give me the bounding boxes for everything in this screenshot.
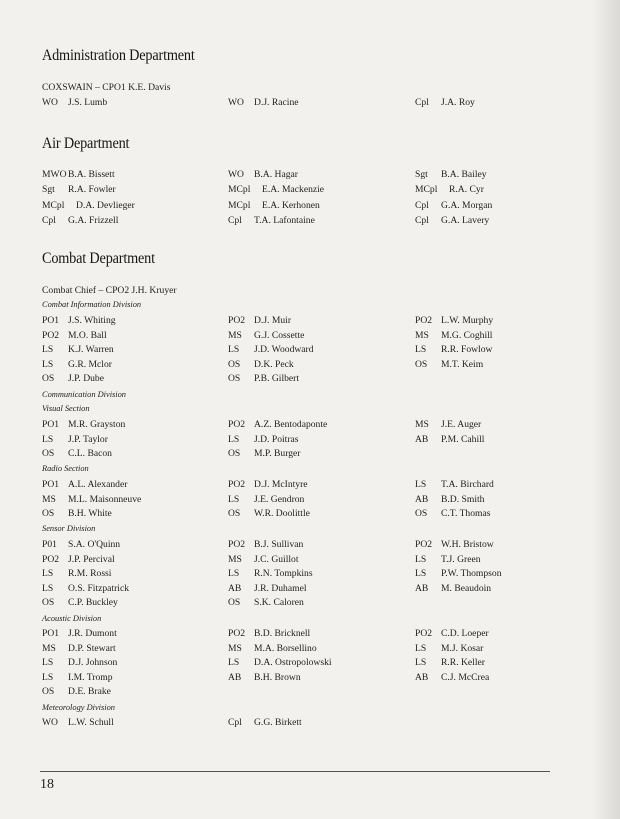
subheading-acoustic: Acoustic Division: [42, 614, 102, 623]
member-name: M.A. Borsellino: [254, 642, 317, 654]
rank: PO2: [42, 553, 60, 565]
member-name: M. Beaudoin: [441, 582, 492, 594]
member-name: J.D. Poitras: [254, 433, 299, 445]
roster-entry: [415, 568, 502, 579]
roster-entry: [415, 672, 489, 683]
roster-entry: [42, 672, 113, 683]
subheading-combat-information: Combat Information Division: [42, 300, 142, 309]
roster-entry: [415, 643, 483, 654]
rank: LS: [228, 568, 240, 580]
rank: MS: [228, 642, 242, 654]
member-name: J.S. Whiting: [68, 315, 116, 326]
rank: OS: [228, 508, 241, 520]
roster-entry: [228, 494, 304, 505]
roster-entry: [42, 583, 129, 594]
roster-entry: [42, 215, 118, 226]
roster-entry: [415, 657, 485, 668]
member-name: G.J. Cossette: [254, 329, 305, 341]
member-name: R.N. Tompkins: [254, 568, 313, 580]
member-name: M.R. Grayston: [68, 419, 126, 430]
member-name: D.J. McIntyre: [254, 479, 308, 490]
rank: MCpl: [42, 199, 65, 211]
roster-entry: [42, 315, 116, 326]
roster-entry: [42, 568, 111, 579]
rank: LS: [42, 433, 54, 445]
member-name: D.J. Muir: [254, 315, 292, 326]
rank: Sgt: [42, 184, 55, 196]
member-name: W.R. Doolittle: [254, 508, 310, 520]
roster-entry: [42, 419, 125, 430]
rank: WO: [42, 97, 58, 108]
section-title-combat: Combat Department: [42, 250, 155, 267]
rank: OS: [228, 358, 241, 370]
subheading-meteorology: Meteorology Division: [42, 703, 115, 712]
rank: Cpl: [228, 215, 242, 227]
member-name: C.D. Loeper: [441, 628, 489, 639]
rank: PO2: [228, 315, 246, 326]
rank: LS: [228, 657, 240, 669]
rank: LS: [415, 553, 427, 565]
rank: OS: [42, 686, 55, 698]
roster-entry: [228, 215, 315, 226]
roster-entry: [415, 628, 489, 639]
roster-entry: [415, 200, 492, 211]
rank: PO2: [415, 315, 433, 326]
roster-entry: [415, 494, 484, 505]
member-name: B.J. Sullivan: [254, 539, 304, 550]
roster-entry: [42, 657, 117, 668]
member-name: G.A. Frizzell: [68, 215, 119, 227]
member-name: M.T. Keim: [441, 358, 484, 370]
member-name: J.P. Dube: [68, 373, 104, 385]
rank: PO2: [228, 419, 246, 430]
member-name: B.D. Smith: [441, 493, 485, 505]
rank: Cpl: [42, 215, 56, 227]
coxswain-line: COXSWAIN – CPO1 K.E. Davis: [42, 82, 171, 93]
roster-entry: [42, 479, 127, 490]
roster-entry: [228, 200, 320, 211]
rank: AB: [415, 493, 429, 505]
rank: OS: [42, 448, 55, 460]
rank: Cpl: [415, 97, 429, 108]
roster-entry: [228, 97, 299, 108]
member-name: M.P. Burger: [254, 448, 301, 460]
rank: LS: [228, 493, 240, 505]
rank: LS: [42, 344, 54, 356]
member-name: L.W. Schull: [68, 717, 114, 728]
rank: PO1: [42, 419, 60, 430]
roster-entry: [228, 508, 310, 519]
rank: MS: [42, 493, 56, 505]
roster-entry: [42, 643, 116, 654]
roster-entry: [228, 373, 299, 384]
roster-entry: [42, 359, 112, 370]
member-name: T.A. Lafontaine: [254, 215, 315, 227]
roster-entry: [42, 686, 111, 697]
roster-entry: [415, 583, 491, 594]
rank: LS: [415, 344, 427, 356]
section-title-air: Air Department: [42, 135, 130, 152]
subheading-sensor: Sensor Division: [42, 524, 96, 533]
rank: Cpl: [415, 215, 429, 227]
roster-entry: [415, 215, 489, 226]
rank: PO1: [42, 479, 60, 490]
member-name: M.L. Maisonneuve: [68, 493, 142, 505]
rank: P01: [42, 539, 57, 550]
member-name: R.A. Fowler: [68, 184, 116, 196]
member-name: D.A. Devlieger: [76, 199, 135, 211]
member-name: J.R. Duhamel: [254, 582, 307, 594]
rank: MS: [415, 329, 429, 341]
roster-entry: [228, 554, 299, 565]
member-name: J.E. Gendron: [254, 493, 305, 505]
roster-entry: [415, 359, 483, 370]
member-name: C.T. Thomas: [441, 508, 491, 520]
roster-entry: [228, 672, 301, 683]
rank: PO2: [228, 628, 246, 639]
roster-entry: [415, 434, 484, 445]
member-name: A.L. Alexander: [68, 479, 128, 490]
member-name: L.W. Murphy: [441, 315, 494, 326]
member-name: B.H. Brown: [254, 671, 301, 683]
member-name: A.Z. Bentodaponte: [254, 419, 328, 430]
rank: PO1: [42, 315, 60, 326]
combat-chief-line: Combat Chief – CPO2 J.H. Kruyer: [42, 285, 177, 296]
member-name: D.J. Johnson: [68, 657, 118, 669]
rank: OS: [228, 373, 241, 385]
roster-entry: [42, 184, 116, 195]
roster-entry: [42, 494, 141, 505]
member-name: T.J. Green: [441, 553, 481, 565]
roster-entry: [228, 419, 327, 430]
roster-entry: [42, 717, 114, 728]
member-name: J.P. Percival: [68, 553, 115, 565]
rank: Sgt: [415, 169, 428, 180]
member-name: J.A. Roy: [441, 97, 475, 108]
rank: PO2: [228, 479, 246, 490]
rank: WO: [228, 169, 244, 180]
roster-entry: [415, 169, 487, 180]
rank: LS: [415, 642, 427, 654]
member-name: S.A. O'Quinn: [68, 539, 121, 550]
roster-entry: [228, 359, 294, 370]
roster-entry: [42, 448, 112, 459]
member-name: D.P. Stewart: [68, 642, 116, 654]
member-name: M.J. Kosar: [441, 642, 484, 654]
member-name: I.M. Tromp: [68, 671, 113, 683]
member-name: R.M. Rossi: [68, 568, 112, 580]
roster-entry: [228, 539, 303, 550]
roster-entry: [42, 97, 107, 108]
member-name: B.D. Bricknell: [254, 628, 311, 639]
roster-entry: [42, 373, 104, 384]
member-name: D.A. Ostropolowski: [254, 657, 332, 669]
member-name: J.P. Taylor: [68, 433, 108, 445]
member-name: B.A. Bailey: [441, 169, 487, 180]
roster-entry: [228, 169, 298, 180]
rank: LS: [415, 479, 427, 490]
rank: OS: [415, 358, 428, 370]
rank: LS: [228, 433, 240, 445]
member-name: K.J. Warren: [68, 344, 114, 356]
roster-entry: [42, 508, 112, 519]
rank: LS: [415, 568, 427, 580]
rank: Cpl: [415, 199, 429, 211]
member-name: R.A. Cyr: [449, 184, 484, 196]
roster-entry: [415, 479, 494, 490]
rank: MS: [228, 553, 242, 565]
rank: LS: [42, 671, 54, 683]
member-name: J.E. Auger: [441, 419, 482, 430]
roster-entry: [228, 330, 304, 341]
roster-entry: [415, 508, 490, 519]
roster-entry: [415, 315, 493, 326]
member-name: T.A. Birchard: [441, 479, 494, 490]
roster-entry: [42, 330, 107, 341]
subheading-visual: Visual Section: [42, 404, 90, 413]
rank: AB: [415, 671, 429, 683]
roster-entry: [228, 583, 307, 594]
member-name: D.J. Racine: [254, 97, 299, 108]
rank: LS: [415, 657, 427, 669]
roster-entry: [228, 434, 299, 445]
member-name: C.L. Bacon: [68, 448, 112, 460]
member-name: D.K. Peck: [254, 358, 294, 370]
roster-entry: [228, 448, 300, 459]
rank: OS: [415, 508, 428, 520]
member-name: O.S. Fitzpatrick: [68, 582, 130, 594]
rank: Cpl: [228, 717, 242, 728]
rank: LS: [228, 344, 240, 356]
roster-entry: [42, 597, 118, 608]
rank: MS: [415, 419, 429, 430]
roster-entry: [42, 434, 108, 445]
member-name: G.A. Morgan: [441, 199, 493, 211]
member-name: J.C. Guillot: [254, 553, 299, 565]
roster-entry: [228, 717, 302, 728]
section-title-administration: Administration Department: [42, 47, 195, 64]
roster-entry: [228, 315, 291, 326]
roster-entry: [228, 643, 317, 654]
member-name: G.G. Birkett: [254, 717, 302, 728]
page-number: 18: [40, 777, 54, 792]
member-name: D.E. Brake: [68, 686, 111, 698]
rank: MCpl: [415, 184, 438, 196]
rank: PO2: [42, 329, 60, 341]
member-name: B.A. Hagar: [254, 169, 298, 180]
member-name: P.W. Thompson: [441, 568, 502, 580]
rank: MCpl: [228, 199, 251, 211]
subheading-radio: Radio Section: [42, 464, 89, 473]
rank: MCpl: [228, 184, 251, 196]
rank: LS: [42, 358, 54, 370]
member-name: B.A. Bissett: [68, 169, 115, 180]
rank: PO2: [415, 539, 433, 550]
rank: AB: [228, 671, 242, 683]
roster-entry: [42, 539, 120, 550]
rank: LS: [42, 568, 54, 580]
roster-entry: [415, 344, 492, 355]
rank: MS: [42, 642, 56, 654]
roster-entry: [415, 554, 481, 565]
rank: OS: [42, 597, 55, 609]
footer-rule: [40, 771, 550, 772]
member-name: R.R. Keller: [441, 657, 485, 669]
roster-entry: [228, 479, 308, 490]
member-name: J.R. Dumont: [68, 628, 117, 639]
roster-entry: [42, 344, 114, 355]
roster-entry: [228, 597, 304, 608]
roster-entry: [415, 97, 475, 108]
rank: PO2: [415, 628, 433, 639]
page-edge-shadow: [592, 0, 620, 819]
rank: MWO: [42, 169, 67, 180]
member-name: M.G. Coghill: [441, 329, 493, 341]
rank: PO1: [42, 628, 60, 639]
rank: AB: [415, 433, 429, 445]
member-name: P.M. Cahill: [441, 433, 485, 445]
member-name: C.J. McCrea: [441, 671, 490, 683]
member-name: E.A. Kerhonen: [262, 199, 320, 211]
rank: WO: [228, 97, 244, 108]
rank: AB: [415, 582, 429, 594]
roster-entry: [42, 628, 117, 639]
rank: LS: [42, 657, 54, 669]
roster-entry: [228, 657, 332, 668]
member-name: B.H. White: [68, 508, 112, 520]
rank: OS: [42, 508, 55, 520]
member-name: J.S. Lumb: [68, 97, 108, 108]
roster-entry: [228, 628, 310, 639]
member-name: G.R. Mclor: [68, 358, 112, 370]
roster-entry: [415, 539, 494, 550]
member-name: M.O. Ball: [68, 329, 107, 341]
subheading-communication: Communication Division: [42, 390, 126, 399]
member-name: J.D. Woodward: [254, 344, 314, 356]
roster-entry: [415, 419, 481, 430]
roster-entry: [42, 554, 115, 565]
member-name: C.P. Buckley: [68, 597, 118, 609]
member-name: W.H. Bristow: [441, 539, 494, 550]
member-name: S.K. Caloren: [254, 597, 304, 609]
rank: PO2: [228, 539, 246, 550]
roster-entry: [42, 200, 135, 211]
member-name: G.A. Lavery: [441, 215, 490, 227]
roster-entry: [228, 184, 324, 195]
rank: OS: [228, 448, 241, 460]
rank: WO: [42, 717, 58, 728]
roster-entry: [42, 169, 115, 180]
rank: LS: [42, 582, 54, 594]
roster-entry: [228, 568, 313, 579]
rank: OS: [228, 597, 241, 609]
roster-entry: [415, 330, 492, 341]
member-name: E.A. Mackenzie: [262, 184, 325, 196]
roster-entry: [415, 184, 484, 195]
roster-entry: [228, 344, 314, 355]
rank: MS: [228, 329, 242, 341]
member-name: R.R. Fowlow: [441, 344, 493, 356]
rank: AB: [228, 582, 242, 594]
member-name: P.B. Gilbert: [254, 373, 300, 385]
rank: OS: [42, 373, 55, 385]
